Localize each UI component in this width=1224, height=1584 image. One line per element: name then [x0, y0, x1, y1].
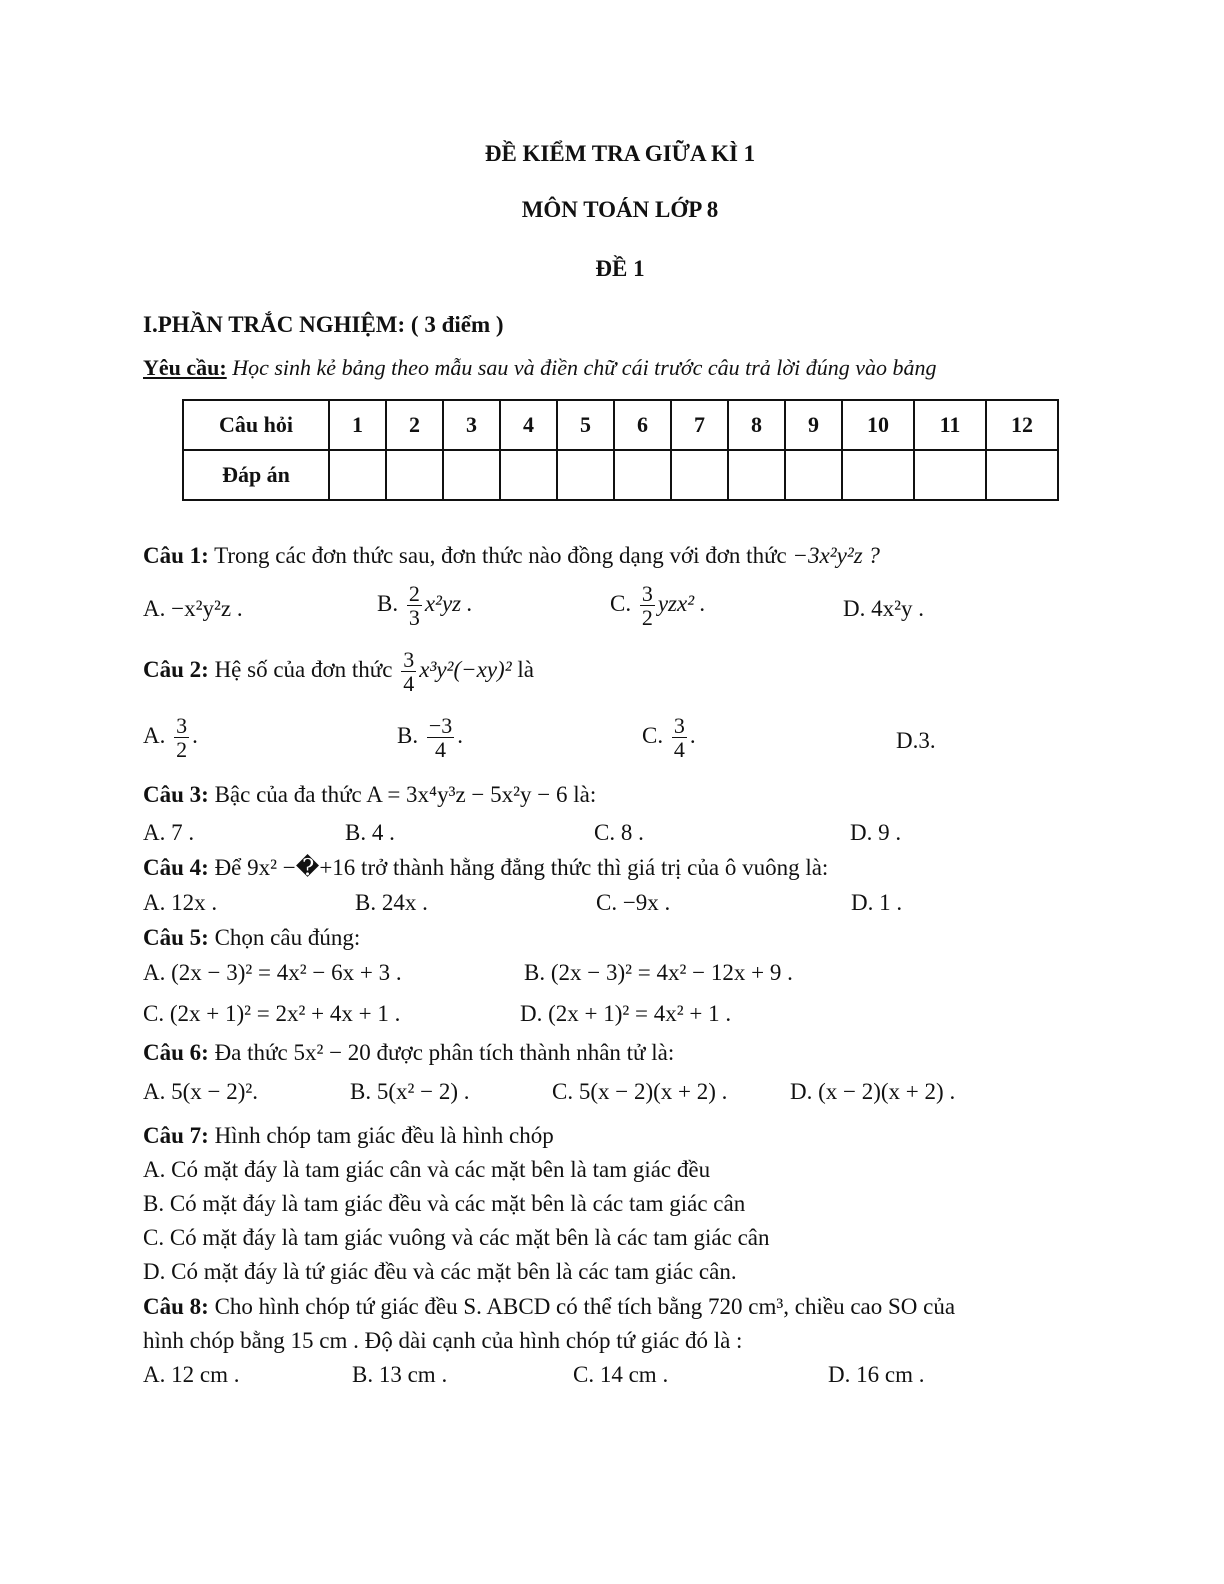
- question-1: [143, 543, 880, 569]
- option-c: [610, 582, 706, 629]
- question-label: Câu 2:: [143, 656, 209, 682]
- answer-cell: [500, 450, 557, 500]
- option-c: C. −9x .: [596, 890, 671, 915]
- question-2: [143, 648, 534, 695]
- table-cell-number: 1: [329, 400, 386, 450]
- fraction-numerator: 3: [176, 713, 188, 738]
- question-7: [143, 1123, 554, 1149]
- fraction-denominator: 3: [408, 605, 420, 631]
- fraction-numerator: −3: [428, 713, 453, 738]
- subject-title: MÔN TOÁN LỚP 8: [521, 197, 719, 222]
- exam-number: ĐỀ 1: [595, 256, 645, 281]
- question-label: Câu 8:: [143, 1294, 209, 1319]
- answer-cell: [557, 450, 614, 500]
- section-heading: I.PHẦN TRẮC NGHIỆM: ( 3 điểm ): [143, 312, 504, 337]
- table-cell-number: 2: [386, 400, 443, 450]
- question-text: Chọn câu đúng:: [214, 925, 361, 950]
- question-text: Trong các đơn thức sau, đơn thức nào đồng dạng với đơn thức: [214, 543, 787, 568]
- option-a: A. (2x − 3)² = 4x² − 6x + 3 .: [143, 960, 402, 985]
- question-8-continued: hình chóp bằng 15 cm . Độ dài cạnh của hình chóp tứ giác đó là :: [143, 1328, 743, 1353]
- option-letter: C.: [642, 722, 664, 748]
- answer-cell: [785, 450, 842, 500]
- fraction: [640, 582, 655, 629]
- option-a: A. 12x .: [143, 890, 218, 915]
- option-d: D. 4x²y .: [843, 596, 925, 621]
- fraction-numerator: 3: [673, 713, 685, 738]
- option-c: C. 8 .: [594, 820, 644, 845]
- option-c: [642, 714, 696, 761]
- question-8: [143, 1294, 955, 1320]
- option-d: D. 9 .: [850, 820, 902, 845]
- table-cell-number: 9: [785, 400, 842, 450]
- answer-cell: [329, 450, 386, 500]
- fraction-denominator: 2: [641, 605, 653, 631]
- answer-cell: [671, 450, 728, 500]
- answer-cell: [914, 450, 986, 500]
- option-b: [397, 714, 463, 761]
- fraction-numerator: 3: [641, 581, 653, 606]
- option-d: D. 16 cm .: [828, 1362, 925, 1387]
- option-letter: B.: [377, 590, 399, 616]
- fraction-denominator: 4: [435, 737, 447, 763]
- option-c: C. 14 cm .: [573, 1362, 669, 1387]
- option-b: B. 4 .: [345, 820, 395, 845]
- table-cell-number: 4: [500, 400, 557, 450]
- fraction: [401, 648, 416, 695]
- fraction: [672, 714, 687, 761]
- requirement: [143, 355, 937, 381]
- question-label: Câu 3:: [143, 782, 209, 807]
- table-cell-number: 6: [614, 400, 671, 450]
- fraction-denominator: 2: [176, 737, 188, 763]
- table-cell-number: 10: [842, 400, 914, 450]
- option-d: D. (2x + 1)² = 4x² + 1 .: [520, 1001, 732, 1026]
- question-text: Để 9x² −�+16 trở thành hằng đẳng thức thì giá trị của ô vuông là:: [214, 855, 829, 880]
- option-a: A. 7 .: [143, 820, 195, 845]
- fraction: [427, 714, 454, 761]
- question-expression: x³y²(−xy)²: [419, 656, 512, 682]
- option-b: B. (2x − 3)² = 4x² − 12x + 9 .: [524, 960, 793, 985]
- table-cell-number: 3: [443, 400, 500, 450]
- table-cell-number: 12: [986, 400, 1058, 450]
- option-d: D.3.: [896, 728, 936, 753]
- question-4: [143, 855, 828, 881]
- option-a: A. 5(x − 2)².: [143, 1079, 259, 1104]
- option-expression: yzx² .: [657, 590, 706, 616]
- answer-cell: [443, 450, 500, 500]
- option-d: D. (x − 2)(x + 2) .: [790, 1079, 956, 1104]
- option-c: C. (2x + 1)² = 2x² + 4x + 1 .: [143, 1001, 401, 1026]
- question-label: Câu 1:: [143, 543, 209, 568]
- option-letter: A.: [143, 722, 166, 748]
- option-b: B. 13 cm .: [352, 1362, 448, 1387]
- question-label: Câu 7:: [143, 1123, 209, 1148]
- question-text: Đa thức 5x² − 20 được phân tích thành nhân tử là:: [214, 1040, 675, 1065]
- answer-cell: [842, 450, 914, 500]
- question-text: Hình chóp tam giác đều là hình chóp: [214, 1123, 554, 1148]
- answer-table: [182, 399, 1059, 501]
- table-row-answers: [183, 450, 1058, 500]
- question-text: Hệ số của đơn thức: [214, 656, 393, 682]
- fraction-denominator: 4: [673, 737, 685, 763]
- question-text: Cho hình chóp tứ giác đều S. ABCD có thể tích bằng 720 cm³, chiều cao SO của: [214, 1294, 956, 1319]
- requirement-label: Yêu cầu:: [143, 355, 227, 380]
- exam-title: ĐỀ KIỂM TRA GIỮA KÌ 1: [484, 141, 756, 166]
- answer-cell: [986, 450, 1058, 500]
- option-a: [143, 714, 198, 761]
- fraction-numerator: 2: [408, 581, 420, 606]
- table-cell-number: 8: [728, 400, 785, 450]
- table-cell-number: 7: [671, 400, 728, 450]
- option-b: B. Có mặt đáy là tam giác đều và các mặt bên là các tam giác cân: [143, 1191, 746, 1216]
- option-b: [377, 582, 473, 629]
- option-letter: B.: [397, 722, 419, 748]
- option-expression: x²yz .: [424, 590, 473, 616]
- answer-cell: [728, 450, 785, 500]
- table-header-question: Câu hỏi: [183, 400, 329, 450]
- answer-cell: [386, 450, 443, 500]
- requirement-text: Học sinh kẻ bảng theo mẫu sau và điền chữ cái trước câu trả lời đúng vào bảng: [232, 355, 937, 380]
- option-letter: C.: [610, 590, 632, 616]
- option-a: A. −x²y²z .: [143, 596, 243, 621]
- option-b: B. 5(x² − 2) .: [350, 1079, 470, 1104]
- table-cell-number: 11: [914, 400, 986, 450]
- table-cell-number: 5: [557, 400, 614, 450]
- question-label: Câu 4:: [143, 855, 209, 880]
- option-d: D. 1 .: [851, 890, 903, 915]
- answer-cell: [614, 450, 671, 500]
- question-label: Câu 6:: [143, 1040, 209, 1065]
- option-d: D. Có mặt đáy là tứ giác đều và các mặt bên là các tam giác cân.: [143, 1259, 737, 1284]
- question-text: Bậc của đa thức A = 3x⁴y³z − 5x²y − 6 là:: [214, 782, 597, 807]
- option-c: C. 5(x − 2)(x + 2) .: [552, 1079, 728, 1104]
- fraction: [407, 582, 422, 629]
- option-c: C. Có mặt đáy là tam giác vuông và các mặt bên là các tam giác cân: [143, 1225, 770, 1250]
- question-expression: −3x²y²z ?: [792, 543, 880, 568]
- question-tail: là: [517, 656, 534, 682]
- fraction: [174, 714, 189, 761]
- fraction-numerator: 3: [403, 647, 415, 672]
- option-period: .: [689, 722, 696, 748]
- table-header-answer: Đáp án: [183, 450, 329, 500]
- question-5: [143, 925, 360, 951]
- question-3: [143, 782, 596, 808]
- question-label: Câu 5:: [143, 925, 209, 950]
- option-b: B. 24x .: [355, 890, 428, 915]
- table-row-questions: [183, 400, 1058, 450]
- option-period: .: [192, 722, 198, 748]
- option-a: A. Có mặt đáy là tam giác cân và các mặt bên là tam giác đều: [143, 1157, 711, 1182]
- option-a: A. 12 cm .: [143, 1362, 240, 1387]
- question-6: [143, 1040, 674, 1066]
- fraction-denominator: 4: [403, 671, 415, 697]
- option-period: .: [457, 722, 464, 748]
